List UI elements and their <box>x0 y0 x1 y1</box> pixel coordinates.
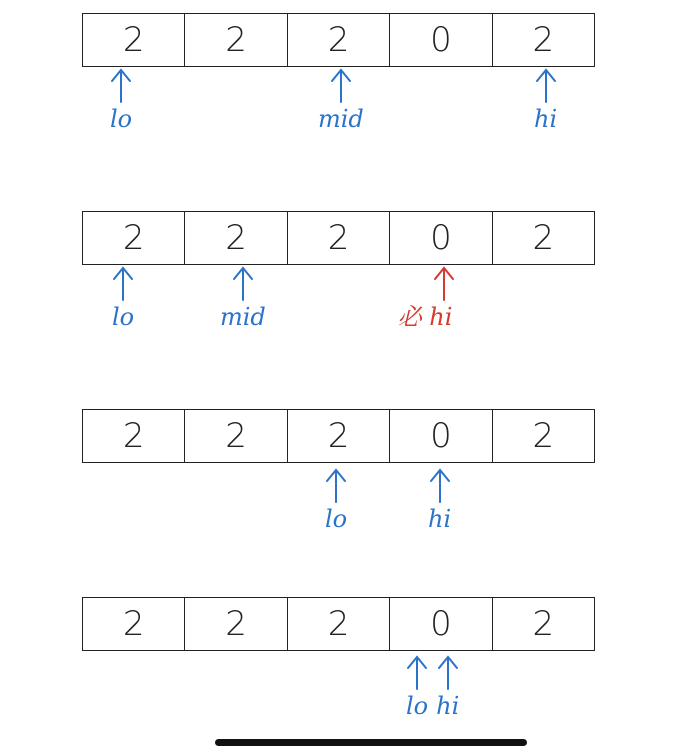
array-cell: 2 <box>185 598 287 650</box>
array-cell: 2 <box>185 212 287 264</box>
array-row-2 <box>82 211 595 265</box>
array-cell: 2 <box>288 212 390 264</box>
up-arrow-icon <box>429 468 451 504</box>
pointer-lo <box>406 655 428 719</box>
array-cell: 2 <box>83 598 185 650</box>
home-indicator[interactable] <box>215 739 527 746</box>
array-row-1 <box>82 13 595 67</box>
up-arrow-icon <box>232 266 254 302</box>
pointer-lo <box>110 68 132 132</box>
array-cell: 2 <box>532 604 555 644</box>
array-cell: 0 <box>390 410 492 462</box>
pointer-hi <box>436 655 459 719</box>
pointer-hi <box>534 68 557 132</box>
array-cell: 2 <box>532 20 555 60</box>
array-cell: 2 <box>532 416 555 456</box>
pointer-group-lo-hi <box>406 655 459 719</box>
array-cell: 2 <box>288 598 390 650</box>
pointer-label-hi: hi <box>436 692 460 720</box>
array-row-4 <box>82 597 595 651</box>
pointer-hi-marked <box>395 266 455 330</box>
array-cell: 2 <box>83 14 185 66</box>
pointer-label-mid: mid <box>220 303 266 331</box>
array-cell: 2 <box>532 218 555 258</box>
pointer-label-hi: hi <box>534 105 558 133</box>
pointer-label-lo: lo <box>406 692 429 720</box>
up-arrow-icon <box>112 266 134 302</box>
pointer-mid <box>220 266 266 330</box>
array-row-3 <box>82 409 595 463</box>
up-arrow-icon <box>110 68 132 104</box>
up-arrow-icon <box>325 468 347 504</box>
pointer-label-hi-marked: 必 hi <box>397 303 453 331</box>
array-cell: 2 <box>83 410 185 462</box>
array-cell: 2 <box>83 212 185 264</box>
pointer-label-hi: hi <box>428 505 452 533</box>
pointer-label-lo: lo <box>325 505 348 533</box>
up-arrow-icon <box>406 655 428 691</box>
up-arrow-icon <box>437 655 459 691</box>
pointer-lo <box>325 468 347 532</box>
up-arrow-icon <box>330 68 352 104</box>
array-cell: 0 <box>390 598 492 650</box>
array-cell: 2 <box>185 14 287 66</box>
array-cell: 2 <box>288 410 390 462</box>
pointer-label-mid: mid <box>318 105 364 133</box>
array-cell: 0 <box>390 212 492 264</box>
array-cell: 2 <box>185 410 287 462</box>
pointer-label-lo: lo <box>112 303 135 331</box>
pointer-lo <box>112 266 134 330</box>
pointer-label-lo: lo <box>110 105 133 133</box>
pointer-hi <box>428 468 451 532</box>
up-arrow-icon <box>433 266 455 302</box>
array-cell: 0 <box>390 14 492 66</box>
pointer-mid <box>318 68 364 132</box>
array-cell: 2 <box>288 14 390 66</box>
up-arrow-icon <box>535 68 557 104</box>
